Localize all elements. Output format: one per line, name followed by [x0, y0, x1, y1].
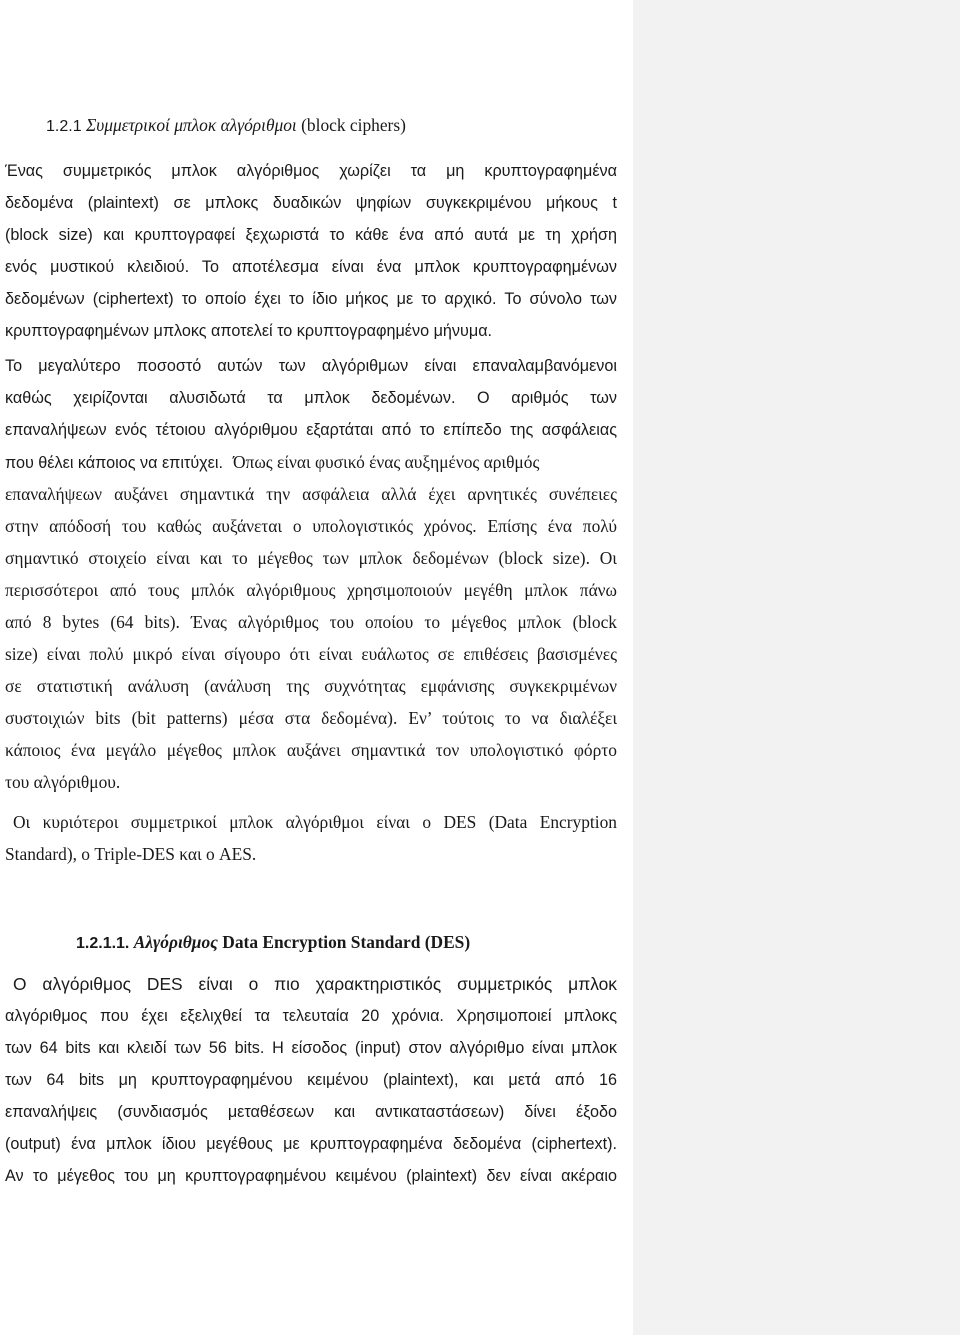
paragraph-fragment: Όπως είναι φυσικό ένας αυξημένος αριθμός: [233, 452, 540, 472]
paragraph-line: από 8 bytes (64 bits). Ένας αλγόριθμος του οποίου το μέγεθος μπλοκ (block: [5, 612, 617, 632]
paragraph-line: σημαντικό στοιχείο είναι και το μέγεθος των μπλοκ δεδομένων (block size). Οι: [5, 548, 617, 568]
paragraph-line: (block size) και κρυπτογραφεί ξεχωριστά το κάθε ένα από αυτά με τη χρήση: [5, 226, 617, 244]
paragraph-line: συστοιχιών bits (bit patterns) μέσα στα δεδομένα). Εν’ τούτοις το να διαλέξει: [5, 708, 617, 728]
paragraph-des: [5, 968, 617, 1192]
subsection-number: 1.2.1.1.: [76, 935, 130, 952]
paragraph-line: επαναλήψεις (συνδιασμός μεταθέσεων και αντικαταστάσεων) δίνει έξοδο: [5, 1103, 617, 1121]
paragraph-mixed-line: [5, 446, 617, 478]
paragraph-fragment: που θέλει κάποιος να επιτύχει.: [5, 454, 223, 472]
paragraph-main-algorithms: [5, 806, 617, 870]
paragraph-line: Το μεγαλύτερο ποσοστό αυτών των αλγόριθμων είναι επαναλαμβανόμενοι: [5, 357, 617, 375]
paragraph-line: των 64 bits και κλειδί των 56 bits. Η είσοδος (input) στον αλγόριθμο είναι μπλοκ: [5, 1039, 617, 1057]
paragraph-line: επαναλήψεων αυξάνει σημαντικά την ασφάλεια αλλά έχει αρνητικές συνέπειες: [5, 484, 617, 504]
paragraph-line: καθώς χειρίζονται αλυσιδωτά τα μπλοκ δεδομένων. Ο αριθμός των: [5, 389, 617, 407]
paragraph-line: κάποιος ένα μεγάλο μέγεθος μπλοκ αυξάνει σημαντικά τον υπολογιστικό φόρτο: [5, 740, 617, 760]
comment-margin: [633, 0, 960, 1335]
paragraph-line: Ο αλγόριθμος DES είναι ο πιο χαρακτηριστικός συμμετρικός μπλοκ: [13, 974, 617, 994]
subsection-title-latin: Data Encryption Standard (DES): [222, 932, 471, 952]
paragraph-line: αλγόριθμος που έχει εξελιχθεί τα τελευταία 20 χρόνια. Χρησιμοποιεί μπλοκς: [5, 1007, 617, 1025]
paragraph-line: δεδομένα (plaintext) σε μπλοκς δυαδικών ψηφίων συγκεκριμένου μήκους t: [5, 194, 617, 212]
paragraph-line: του αλγόριθμου.: [5, 772, 121, 792]
subsection-title: Αλγόριθμος: [133, 932, 218, 952]
paragraph-line: περισσότεροι από τους μπλόκ αλγόριθμους χρησιμοποιούν μεγέθη μπλοκ πάνω: [5, 580, 617, 600]
paragraph-line: Ένας συμμετρικός μπλοκ αλγόριθμος χωρίζει τα μη κρυπτογραφημένα: [5, 162, 617, 180]
section-title-latin: (block ciphers): [301, 115, 406, 135]
section-title: Συμμετρικοί μπλοκ αλγόριθμοι: [85, 115, 297, 135]
paragraph-line: δεδομένων (ciphertext) το οποίο έχει το ίδιο μήκος με το αρχικό. Το σύνολο των: [5, 290, 617, 308]
paragraph-line: Αν το μέγεθος του μη κρυπτογραφημένου κειμένου (plaintext) δεν είναι ακέραιο: [5, 1167, 617, 1185]
paragraph-line: επαναλήψεων ενός τέτοιου αλγόριθμου εξαρτάται από το επίπεδο της ασφάλειας: [5, 421, 617, 439]
paragraph-line: (output) ένα μπλοκ ίδιου μεγέθους με κρυπτογραφημένα δεδομένα (ciphertext).: [5, 1135, 617, 1153]
subsection-heading: [76, 930, 470, 956]
paragraph-iterations: [5, 350, 617, 446]
paragraph-line: ενός μυστικού κλειδιού. Το αποτέλεσμα είναι ένα μπλοκ κρυπτογραφημένων: [5, 258, 617, 276]
paragraph-line: των 64 bits μη κρυπτογραφημένου κειμένου (plaintext), και μετά από 16: [5, 1071, 617, 1089]
paragraph-block-size: [5, 478, 617, 798]
paragraph-intro: [5, 155, 617, 347]
paragraph-line: size) είναι πολύ μικρό είναι σίγουρο ότι είναι ευάλωτος σε επιθέσεις βασισμένες: [5, 644, 617, 664]
paragraph-line: κρυπτογραφημένων μπλοκς αποτελεί το κρυπτογραφημένο μήνυμα.: [5, 322, 493, 340]
section-heading: [46, 113, 406, 139]
paragraph-line: σε στατιστική ανάλυση (ανάλυση της συχνότητας εμφάνισης συγκεκριμένων: [5, 676, 617, 696]
paragraph-line: Standard), ο Triple-DES και ο AES.: [5, 844, 257, 864]
paragraph-line: στην απόδοσή του καθώς αυξάνεται ο υπολογιστικός χρόνος. Επίσης ένα πολύ: [5, 516, 617, 536]
section-number: 1.2.1: [46, 118, 82, 135]
paragraph-line: Οι κυριότεροι συμμετρικοί μπλοκ αλγόριθμοι είναι ο DES (Data Encryption: [13, 812, 617, 832]
